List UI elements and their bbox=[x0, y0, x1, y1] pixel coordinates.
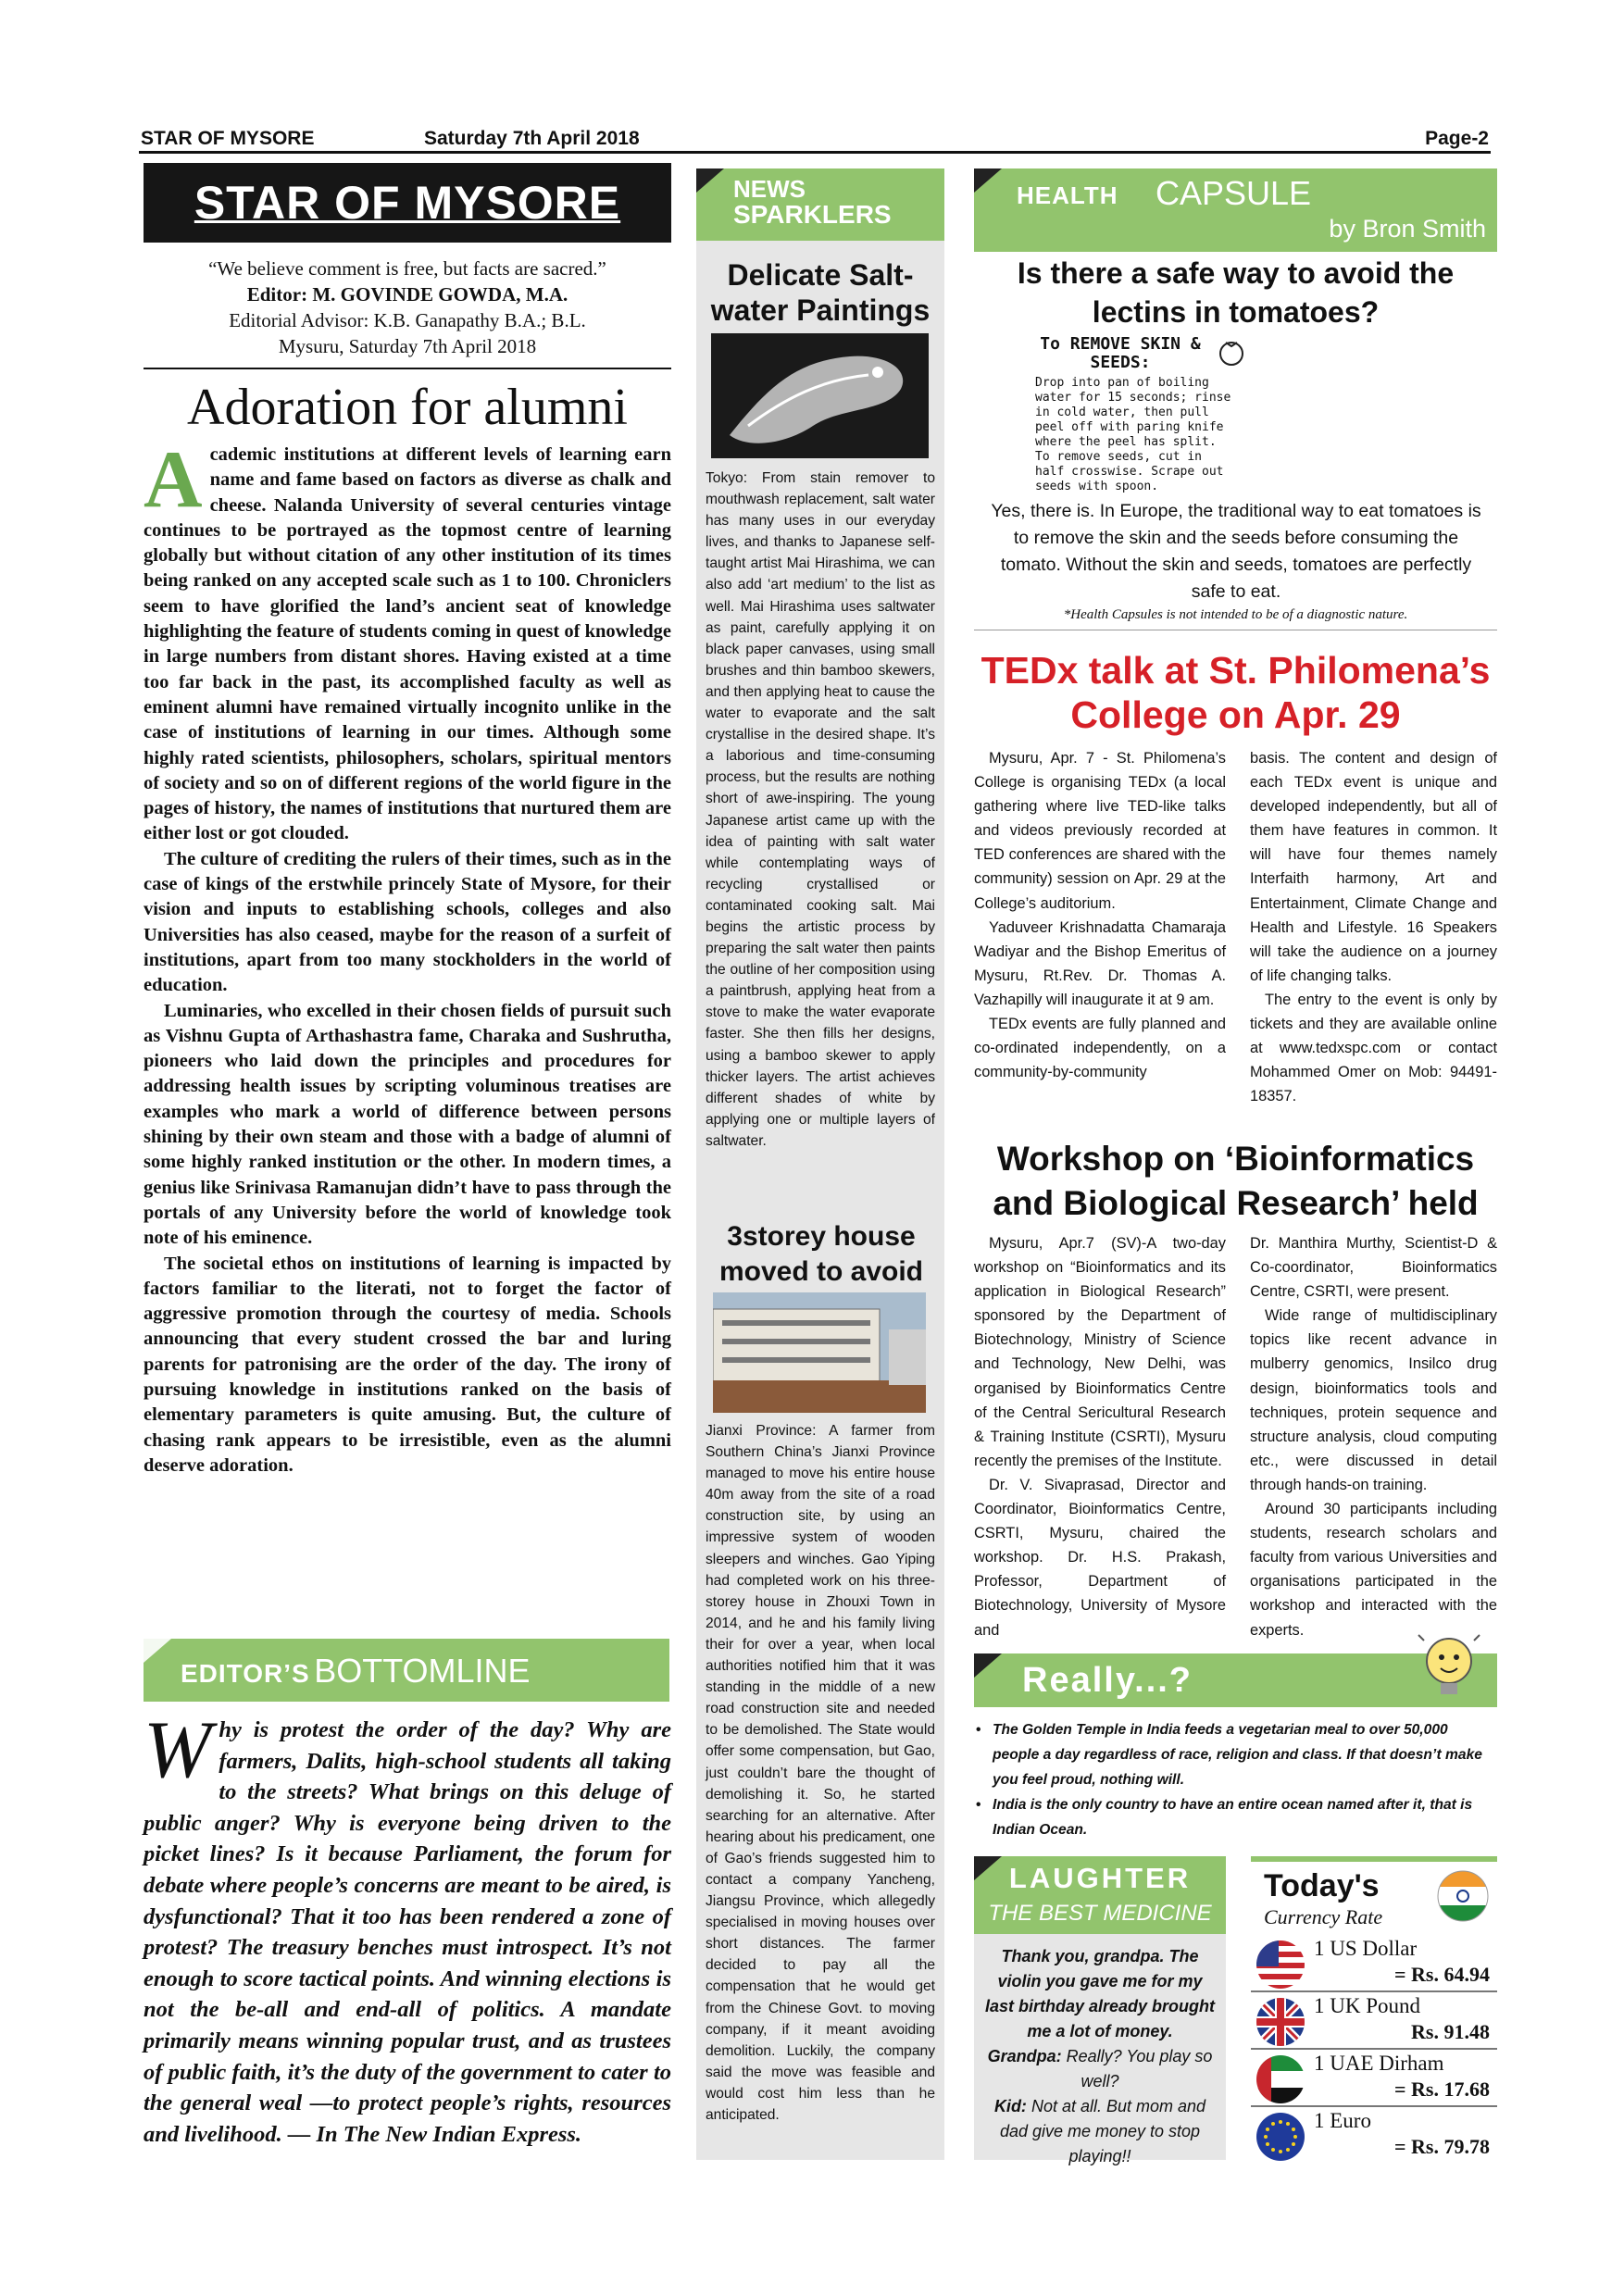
divider bbox=[144, 368, 671, 369]
workshop-title: Workshop on ‘Bioinformatics and Biological Research’ held bbox=[993, 1140, 1479, 1222]
india-flag-icon bbox=[1435, 1868, 1491, 1924]
bottomline-header bbox=[144, 1639, 669, 1702]
currency-subtitle: Currency Rate bbox=[1264, 1905, 1383, 1928]
sparkler-story-body: Jianxi Province: A farmer from Southern China’s Jianxi Province managed to move his entire house 40m away from the site of a road construction site, by using an impressive system of wooden sleepers and winches. Gao Yiping had completed work on his three-storey house in Zhouxi Town in 2014, and he and his family living their for over a year, when local authorities notified him that it was standing in the middle of a new road construction site and needed to be demolished. The State would offer some compensation, but Gao, just couldn’t bare the thought of demolishing it. So, he started searching for an alternative. After hearing about his predicament, one of Gao’s friends suggested him to contact a company Yancheng, Jiangsu Province, which allegedly specialised in moving houses over short distances. The farmer decided to pay all the compensation that he would get from the Chinese Govt. to moving company, if it meant avoiding demolition. Luckily, the company said the move was feasible and would cost him less than he anticipated. bbox=[706, 1423, 935, 2123]
currency-row bbox=[1251, 1935, 1497, 1992]
bottomline-body bbox=[144, 1705, 671, 2150]
workshop-column-2: Dr. Manthira Murthy, Scientist-D & Co-coordinator, Bioinformatics Centre, CSRTI, were present. Wide range of multidisciplinary topics like recent advance in mulberry genomics, Insilco drug design, bioinformatics tools and techniques, protein sequence and structure analysis, cloud computing etc., were discussed in detail through hands-on training. Around 30 participants including students, research scholars and faculty from various Universities and organisations participated in the workshop and interacted with the experts. bbox=[1250, 1235, 1497, 1639]
house-moving-image bbox=[713, 1292, 926, 1413]
masthead-logo bbox=[144, 163, 671, 243]
bottomline-text: hy is protest the order of the day? Why are farmers, Dalits, high-school students all taking to the streets? What brings on this deluge of public anger? Why is everyone being driven to the picket lines? Is it because Parliament, the forum for debate where people’s concerns are meant to be aired, is dysfunctional? That it too has been rendered a zone of protest? The treasury benches must introspect. It’s not enough to score tactical points. And winning elections is not the be-all and end-all of politics. A mandate primarily means winning popular trust, and as trustees of public faith, it’s the duty of the government to cater to the general weal —to protect people’s rights, resources and livelihood. — In The New Indian Express. bbox=[144, 1717, 671, 2147]
tedx-column-2: basis. The content and design of each TEDx event is unique and developed independently, but all of them have features in common. It will have four themes namely Interfaith harmony, Art and Entertainment, Climate Change and Health and Lifestyle. 16 Speakers will take the audience on a journey of life changing talks. The entry to the event is only by tickets and they are available online at www.tedxspc.com or contact Mohammed Omer on Mob: 94491-18357. bbox=[1250, 750, 1497, 1105]
news-label-2: SPARKLERS bbox=[733, 200, 892, 229]
currency-rate: = Rs. 64.94 bbox=[1394, 1963, 1490, 1986]
note-lines: Drop into pan of boiling water for 15 seconds; rinse in cold water, then pull peel off with paring knife where the peel has split. To remove seeds, cut in half crosswise. Scrape out seeds with spoon. bbox=[1035, 376, 1231, 493]
health-label-bold: HEALTH bbox=[1017, 181, 1118, 209]
note-title: To REMOVE SKIN & SEEDS: bbox=[1040, 334, 1201, 372]
currency-rate: = Rs. 79.78 bbox=[1394, 2135, 1490, 2158]
really-label: Really...? bbox=[1022, 1661, 1193, 1700]
news-label-1: NEWS bbox=[733, 175, 806, 203]
salt-painting-illustration bbox=[711, 333, 929, 458]
really-list bbox=[974, 1717, 1497, 1842]
tomato-icon bbox=[1213, 335, 1250, 371]
health-byline: by Bron Smith bbox=[1329, 215, 1486, 243]
currency-row bbox=[1251, 2050, 1497, 2107]
header-page-number: Page-2 bbox=[1425, 128, 1489, 149]
header-paper-name: STAR OF MYSORE bbox=[141, 128, 315, 149]
bottomline-dropcap: W bbox=[144, 1705, 212, 1795]
health-question: Is there a safe way to avoid the lectins in tomatoes? bbox=[1017, 256, 1455, 329]
laughter-sublabel: THE BEST MEDICINE bbox=[988, 1901, 1212, 1926]
health-disclaimer: *Health Capsules is not intended to be of a diagnostic nature. bbox=[1063, 607, 1408, 622]
eu-flag-icon bbox=[1256, 2113, 1305, 2161]
editorial-paragraph: The societal ethos on institutions of learning is impacted by factors familiar to the literati, not to forget the factor of aggressive promotion through the courtesy of media. Schools announcing that every student crossed the bar and luring parents for patronising are the order of the day. The irony of pursuing knowledge in institutions ranked on the basis of elementary parameters is quite amusing. But, the culture of chasing rank appears to be irresistible, even as the alumni deserve adoration. bbox=[144, 1253, 671, 1476]
corner-arrow-icon bbox=[144, 1639, 171, 1663]
currency-name: 1 US Dollar bbox=[1314, 1937, 1418, 1960]
sparkler-story-title: Delicate Salt-water Paintings bbox=[710, 258, 931, 327]
masthead-info bbox=[144, 256, 671, 359]
sparkler-story-body: Tokyo: From stain remover to mouthwash replacement, salt water has many uses in our everyday lives, and thanks to Japanese self-taught artist Mai Hirashima, we can also add ‘art medium’ to the list as well. Mai Hirashima uses saltwater as paint, carefully applying it on black paper canvases, using small brushes and thin bamboo skewers, and then applying heat to cause the water to evaporate and the salt crystallise in the desired shape. It’s a laborious and time-consuming process, but the results are nothing short of awe-inspiring. The young Japanese artist came up with the idea of painting with salt water while contemplating ways of recycling crystallised or contaminated cooking salt. Mai begins the artistic process by preparing the salt water then paints the outline of her composition using a paintbrush, applying heat from a stove to make the water evaporate faster. She then fills her designs, using a bamboo skewer to apply thicker layers. The artist achieves different shades of white by applying one or multiple layers of saltwater. bbox=[706, 470, 935, 1149]
editorial-paragraph: Luminaries, who excelled in their chosen fields of pursuit such as Vishnu Gupta of Arthashastra fame, Charaka and Sushrutha, pioneers who laid down the principles and procedures for addressing health issues by scripting voluminous treatises are examples who mark a world of difference between persons shining by their own steam and those with a badge of alumni of some highly ranked institution or the other. In modern times, a genius like Srinivasa Ramanujan didn’t have to pass through the portals of any University before the world of knowledge took note of his eminence. bbox=[144, 1000, 671, 1249]
currency-name: 1 Euro bbox=[1314, 2109, 1371, 2132]
tedx-column-1: Mysuru, Apr. 7 - St. Philomena’s College is organising TEDx (a local gathering where live TED-like talks and videos previously recorded at TED conferences are shared with the community) session on Apr. 29 at the College’s auditorium. Yaduveer Krishnadatta Chamaraja Wadiyar and the Bishop Emeritus of Mysuru, Rt.Rev. Dr. Thomas A. Vazhapilly will inaugurate it at 9 am. TEDx events are fully planned and co-ordinated independently, on a community-by-community bbox=[974, 750, 1226, 1081]
editorial-dropcap: A bbox=[144, 435, 203, 525]
uae-flag-icon bbox=[1256, 2055, 1305, 2103]
masthead-motto: “We believe comment is free, but facts are sacred.” bbox=[208, 257, 606, 280]
currency-name: 1 UAE Dirham bbox=[1314, 2052, 1444, 2075]
editorial-title: Adoration for alumni bbox=[187, 379, 628, 436]
us-flag-icon bbox=[1256, 1940, 1305, 1989]
workshop-column-1: Mysuru, Apr.7 (SV)-A two-day workshop on “Bioinformatics and its application in Biological Research” sponsored by the Department of Biotechnology, Ministry of Science and Technology, New Delhi, was organised by Bioinformatics Centre of the Central Sericultural Research & Training Institute (CSRTI), Mysuru recently the premises of the Institute. Dr. V. Sivaprasad, Director and Coordinator, Bioinformatics Centre, CSRTI, Mysuru, chaired the workshop. Dr. H.S. Prakash, Professor, Department of Biotechnology, University of Mysore and bbox=[974, 1235, 1226, 1639]
health-capsule-header bbox=[974, 168, 1497, 252]
news-sparklers-header bbox=[696, 168, 944, 241]
health-answer: Yes, there is. In Europe, the traditional way to eat tomatoes is to remove the skin and the seeds before consuming the tomato. Without the skin and seeds, tomatoes are perfectly safe to eat. bbox=[991, 501, 1481, 602]
header-date: Saturday 7th April 2018 bbox=[424, 128, 640, 149]
corner-arrow-icon bbox=[696, 168, 724, 193]
health-label-light: CAPSULE bbox=[1156, 174, 1312, 212]
list-item: • The Golden Temple in India feeds a vegetarian meal to over 50,000 people a day regardless of race, religion and class. If that doesn’t make you feel proud, nothing will. bbox=[974, 1717, 1497, 1792]
corner-arrow-icon bbox=[974, 1653, 1002, 1678]
currency-title: Today's bbox=[1264, 1868, 1380, 1903]
masthead-logo-text: STAR OF MYSORE bbox=[194, 177, 621, 229]
laughter-header bbox=[974, 1856, 1226, 1934]
running-header bbox=[139, 128, 1491, 154]
bottomline-label-light: BOTTOMLINE bbox=[314, 1652, 531, 1690]
masthead-dateline: Mysuru, Saturday 7th April 2018 bbox=[278, 335, 537, 357]
currency-row bbox=[1251, 1992, 1497, 2050]
masthead-editor: Editor: M. GOVINDE GOWDA, M.A. bbox=[246, 283, 568, 306]
bottomline-label-bold: EDITOR’S bbox=[181, 1659, 310, 1688]
currency-rate: = Rs. 17.68 bbox=[1394, 2078, 1490, 2101]
editorial-paragraph: The culture of crediting the rulers of their times, such as in the case of kings of the erstwhile princely State of Mysore, for their vision and inputs to establishing schools, colleges and also Universities has also ceased, maybe for the reason of a surfeit of institutions, apart from too many stockholders in the world of education. bbox=[144, 848, 671, 996]
lightbulb-icon bbox=[1417, 1631, 1481, 1705]
currency-row bbox=[1251, 2107, 1497, 2165]
house-photo-illustration bbox=[713, 1292, 926, 1413]
laughter-label: LAUGHTER bbox=[1008, 1862, 1192, 1894]
editorial-paragraph: cademic institutions at different levels of learning earn name and fame based on factors as diverse as chalk and cheese. Nalanda University of several centuries vintage continues to be portrayed as the topmost centre of learning globally but without citation of any other institution of its times being ranked on any accepted scale such as 1 to 100. Chroniclers seem to have glorified the land’s ancient seat of knowledge highlighting the feature of students coming in quest of knowledge in large numbers from distant shores. Having existed at a time too far back in the past, its accomplished faculty as well as eminent alumni have remained virtually incognito unlike in the case of institutions of learning in our times. Although some highly rated scientists, philosophers, scholars, spiritual mentors of society and so on of different regions of the world figure in the pages of history, the names of institutions that nurtured them are either lost or got clouded. bbox=[144, 444, 671, 844]
saltwater-painting-image bbox=[711, 333, 929, 458]
sparkler-story-title: 3storey house moved to avoid bbox=[718, 1221, 924, 1287]
corner-arrow-icon bbox=[974, 168, 1002, 193]
laughter-text: Thank you, grandpa. The violin you gave me for my last birthday already brought me a lot of money. Grandpa: Really? You play so well? Kid: Not at all. But mom and dad give me money to stop playing!! bbox=[984, 1947, 1216, 2165]
currency-name: 1 UK Pound bbox=[1314, 1994, 1421, 2017]
uk-flag-icon bbox=[1256, 1998, 1305, 2046]
tedx-title: TEDx talk at St. Philomena’s College on Apr. 29 bbox=[981, 649, 1491, 736]
handwritten-note bbox=[1018, 334, 1333, 493]
editorial-body bbox=[144, 435, 671, 1479]
list-item: • India is the only country to have an entire ocean named after it, that is Indian Ocean. bbox=[974, 1792, 1497, 1842]
masthead-advisor: Editorial Advisor: K.B. Ganapathy B.A.; B.L. bbox=[229, 309, 586, 331]
currency-rate: Rs. 91.48 bbox=[1411, 2020, 1490, 2043]
